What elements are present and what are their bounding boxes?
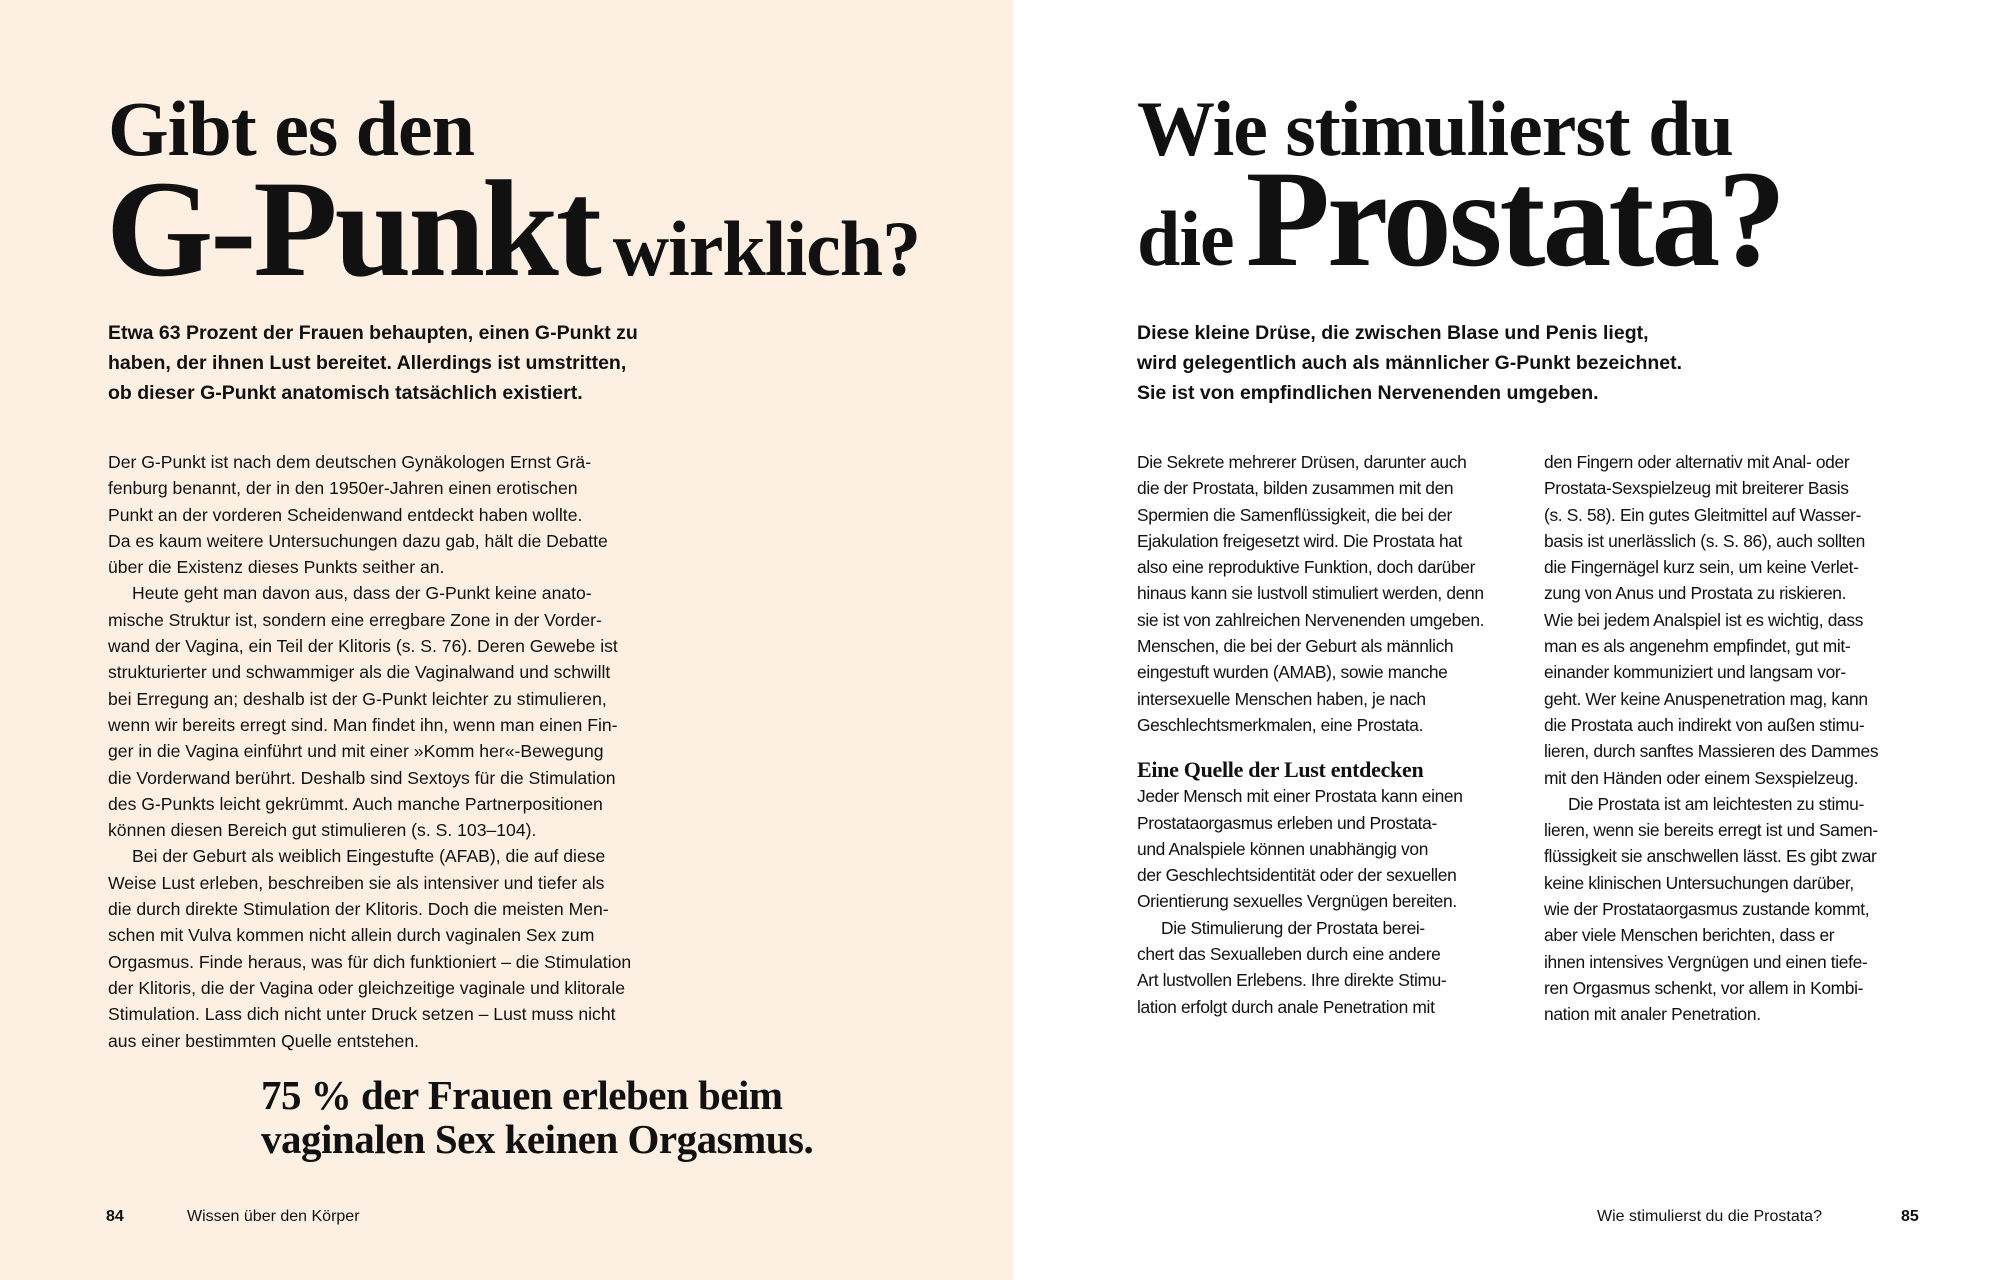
text-line: Heute geht man davon aus, dass der G-Punkt keine anato- [132,583,592,604]
text-line: bei Erregung an; deshalb ist der G-Punkt leichter zu stimulieren, [108,688,607,709]
text-line: der Geschlechtsidentität oder der sexuellen [1137,865,1457,886]
text-line: wenn wir bereits erregt sind. Man findet ihn, wenn man einen Fin- [108,714,618,735]
title-big-word: Prostata? [1245,142,1784,295]
text-line: die durch direkte Stimulation der Klitoris. Doch die meisten Men- [108,899,609,920]
text-line: Geschlechtsmerkmalen, eine Prostata. [1137,714,1424,735]
text-line: Orgasmus. Finde heraus, was für dich funktioniert – die Stimulation [108,951,632,972]
body-column-2 [1544,449,1878,1028]
text-line: ger in die Vagina einführt und mit einer »Komm her«-Bewegung [108,741,604,762]
text-line: wird gelegentlich auch als männlicher G-Punkt bezeichnet. [1137,352,1683,374]
text-line: eingestuft wurden (AMAB), sowie manche [1137,662,1448,683]
text-line: strukturierter und schwammiger als die Vaginalwand und schwillt [108,662,611,683]
title-line-2 [106,152,921,305]
text-line: Stimulation. Lass dich nicht unter Druck setzen – Lust muss nicht [108,1004,616,1025]
text-line: nation mit analer Penetration. [1544,1004,1761,1025]
text-line: 75 % der Frauen erleben beim [261,1072,783,1118]
title-tail: wirklich? [612,205,921,292]
text-line: einander kommuniziert und langsam vor- [1544,662,1846,683]
text-line: Wie bei jedem Analspiel ist es wichtig, dass [1544,609,1864,630]
text-line: aus einer bestimmten Quelle entstehen. [108,1030,420,1051]
title-small-word: die [1137,195,1234,282]
text-line: die der Prostata, bilden zusammen mit den [1137,478,1454,499]
text-line: ihnen intensives Vergnügen und einen tiefe- [1544,951,1868,972]
lead-paragraph [108,318,638,408]
text-line: lieren, durch sanftes Massieren des Dammes [1544,741,1879,762]
text-line: Etwa 63 Prozent der Frauen behaupten, einen G-Punkt zu [108,322,638,344]
text-line: lation erfolgt durch anale Penetration mit [1137,996,1435,1017]
body-text [108,449,631,1054]
text-line: zung von Anus und Prostata zu riskieren. [1544,583,1847,604]
text-line: Spermien die Samenflüssigkeit, die bei der [1137,504,1452,525]
text-line: wie der Prostataorgasmus zustande kommt, [1544,899,1870,920]
text-line: chert das Sexualleben durch eine andere [1137,944,1441,965]
text-line: Der G-Punkt ist nach dem deutschen Gynäkologen Ernst Grä- [108,452,592,472]
text-line: Die Stimulierung der Prostata berei- [1161,917,1425,938]
text-line: des G-Punkts leicht gekrümmt. Auch manche Partnerpositionen [108,793,603,814]
text-line: Art lustvollen Erlebens. Ihre direkte Stimu- [1137,970,1447,991]
running-head: Wie stimulierst du die Prostata? [1597,1208,1822,1225]
text-line: die Fingernägel kurz sein, um keine Verlet- [1544,557,1859,578]
running-head: Wissen über den Körper [187,1208,360,1225]
page-number: 85 [1901,1208,1919,1225]
text-line: Die Prostata ist am leichtesten zu stimu- [1568,793,1864,814]
text-line: vaginalen Sex keinen Orgasmus. [261,1116,814,1162]
text-line: Weise Lust erleben, beschreiben sie als intensiver und tiefer als [108,872,605,893]
text-line: Da es kaum weitere Untersuchungen dazu gab, hält die Debatte [108,530,608,551]
title-line-1: Wie stimulierst du [1137,85,1733,172]
right-page [1013,0,2006,1280]
text-line: ob dieser G-Punkt anatomisch tatsächlich existiert. [108,382,583,404]
text-line: lieren, wenn sie bereits erregt ist und Samen- [1544,820,1878,841]
text-line: aber viele Menschen berichten, dass er [1544,925,1835,946]
text-line: sie ist von zahlreichen Nervenenden umgeben. [1137,609,1485,630]
text-line: Prostata-Sexspielzeug mit breiterer Basis [1544,478,1849,499]
text-line: man es als angenehm empfindet, gut mit- [1544,636,1851,657]
title-line-1: Gibt es den [108,85,475,172]
text-line: also eine reproduktive Funktion, doch darüber [1137,557,1476,578]
text-line: Diese kleine Drüse, die zwischen Blase und Penis liegt, [1137,322,1649,344]
pull-quote [261,1073,813,1161]
text-line: fenburg benannt, der in den 1950er-Jahren einen erotischen [108,478,578,499]
text-line: Menschen, die bei der Geburt als männlich [1137,636,1454,657]
text-line: haben, der ihnen Lust bereitet. Allerdings ist umstritten, [108,352,627,374]
text-line: Bei der Geburt als weiblich Eingestufte (AFAB), die auf diese [132,846,606,867]
text-line: können diesen Bereich gut stimulieren (s. S. 103–104). [108,820,537,841]
section-subheading: Eine Quelle der Lust entdecken [1137,757,1424,783]
text-line: wand der Vagina, ein Teil der Klitoris (s. S. 76). Deren Gewebe ist [108,636,618,657]
text-line: flüssigkeit sie anschwellen lässt. Es gibt zwar [1544,846,1877,867]
text-line: der Klitoris, die der Vagina oder gleichzeitige vaginale und klitorale [108,977,626,998]
text-line: Jeder Mensch mit einer Prostata kann einen [1137,786,1463,807]
text-line: Sie ist von empfindlichen Nervenenden umgeben. [1137,382,1599,404]
text-line: basis ist unerlässlich (s. S. 86), auch sollten [1544,530,1865,551]
page-number: 84 [106,1208,124,1225]
text-line: hinaus kann sie lustvoll stimuliert werden, denn [1137,583,1484,604]
text-line: ren Orgasmus schenkt, vor allem in Kombi- [1544,977,1864,998]
title-line-2 [1137,142,1784,295]
text-line: geht. Wer keine Anuspenetration mag, kann [1544,688,1868,709]
text-line: mische Struktur ist, sondern eine erregbare Zone in der Vorder- [108,609,602,630]
text-line: die Vorderwand berührt. Deshalb sind Sextoys für die Stimulation [108,767,616,788]
lead-paragraph [1137,318,1682,408]
title-big-word: G-Punkt [106,152,599,305]
text-line: mit den Händen oder einem Sexspielzeug. [1544,767,1859,788]
text-line: und Analspiele können unabhängig von [1137,838,1429,859]
body-column-1 [1137,449,1484,1020]
text-line: Ejakulation freigesetzt wird. Die Prostata hat [1137,530,1463,551]
text-line: keine klinischen Untersuchungen darüber, [1544,872,1854,893]
text-line: die Prostata auch indirekt von außen stimu- [1544,714,1865,735]
text-line: (s. S. 58). Ein gutes Gleitmittel auf Wasser- [1544,504,1862,525]
text-line: Orientierung sexuelles Vergnügen bereiten. [1137,891,1457,912]
text-line: den Fingern oder alternativ mit Anal- oder [1544,452,1850,472]
text-line: Die Sekrete mehrerer Drüsen, darunter auch [1137,452,1467,472]
text-line: intersexuelle Menschen haben, je nach [1137,688,1426,709]
text-line: über die Existenz dieses Punkts seither an. [108,557,445,578]
text-line: Prostataorgasmus erleben und Prostata- [1137,812,1437,833]
text-line: schen mit Vulva kommen nicht allein durch vaginalen Sex zum [108,925,595,946]
text-line: Punkt an der vorderen Scheidenwand entdeckt haben wollte. [108,504,583,525]
